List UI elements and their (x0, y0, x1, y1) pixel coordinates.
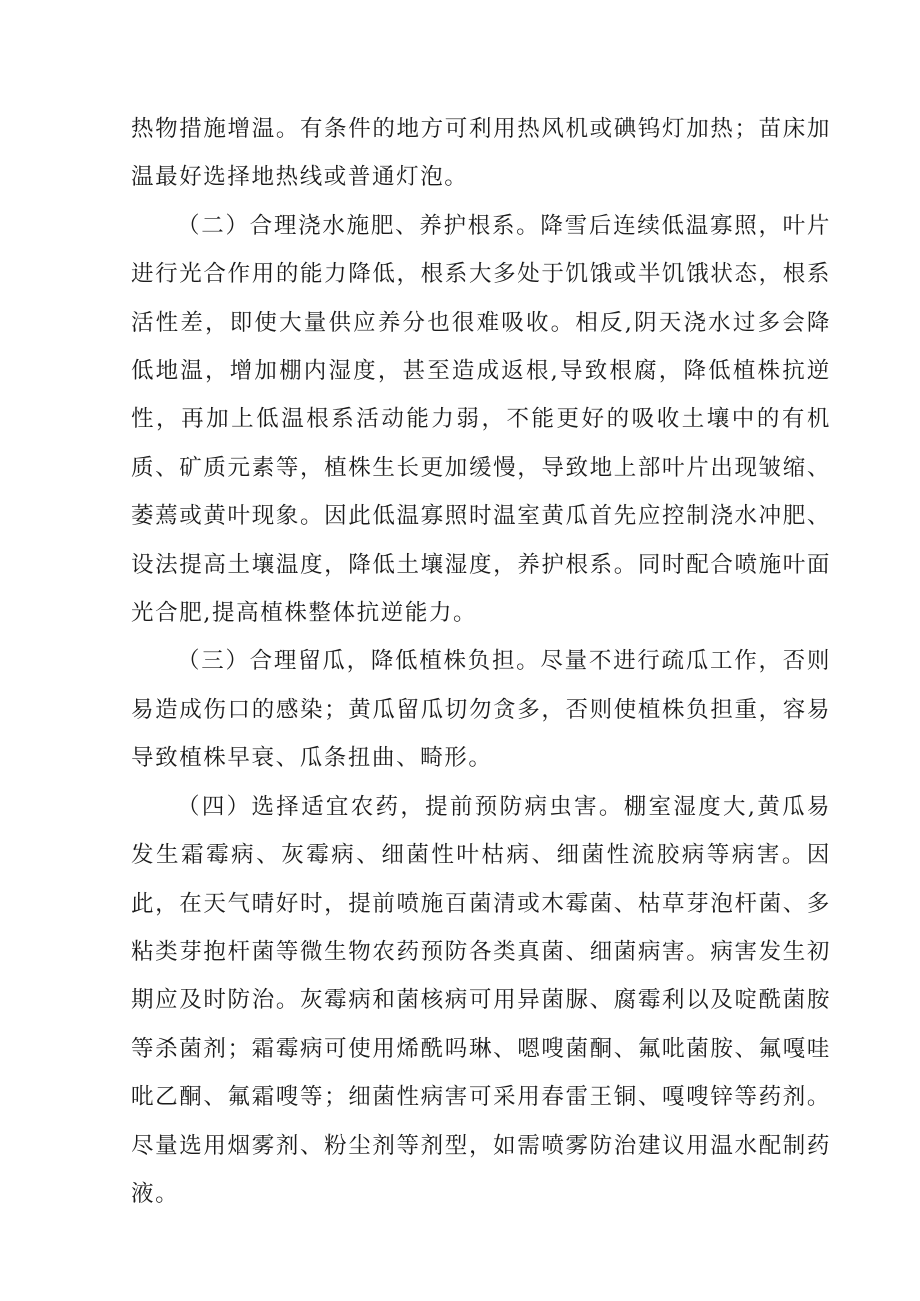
paragraph-section-4-pesticides: （四）选择适宜农药，提前预防病虫害。棚室湿度大,黄瓜易发生霜霉病、灰霉病、细菌性叶枯病、细菌性流胶病等病害。因此，在天气晴好时，提前喷施百菌清或木霉菌、枯草芽泡杆菌、多粘类芽抱杆菌等微生物农药预防各类真菌、细菌病害。病害发生初期应及时防治。灰霉病和菌核病可用异菌脲、腐霉利以及啶酰菌胺等杀菌剂；霜霉病可使用烯酰吗琳、嗯嗖菌酮、氟吡菌胺、氟嘎哇吡乙酮、氟霜嗖等；细菌性病害可采用春雷王铜、嘎嗖锌等药剂。尽量选用烟雾剂、粉尘剂等剂型，如需喷雾防治建议用温水配制药液。 (131, 793, 831, 1207)
document-body (131, 105, 831, 1218)
paragraph-section-2-watering: （二）合理浇水施肥、养护根系。降雪后连续低温寡照，叶片进行光合作用的能力降低，根系大多处于饥饿或半饥饿状态，根系活性差，即使大量供应养分也很难吸收。相反,阴天浇水过多会降低地温，增加棚内湿度，甚至造成返根,导致根腐，降低植株抗逆性，再加上低温根系活动能力弱，不能更好的吸收土壤中的有机质、矿质元素等，植株生长更加缓慢，导致地上部叶片出现皱缩、萎蔫或黄叶现象。因此低温寡照时温室黄瓜首先应控制浇水冲肥、设法提高土壤温度，降低土壤湿度，养护根系。同时配合喷施叶面光合肥,提高植株整体抗逆能力。 (131, 212, 831, 627)
paragraph-section-3-fruit-load: （三）合理留瓜，降低植株负担。尽量不进行疏瓜工作，否则易造成伤口的感染；黄瓜留瓜切勿贪多，否则使植株负担重，容易导致植株早衰、瓜条扭曲、畸形。 (131, 648, 831, 772)
paragraph-continuation: 热物措施增温。有条件的地方可利用热风机或碘钨灯加热；苗床加温最好选择地热线或普通灯泡。 (131, 116, 831, 191)
